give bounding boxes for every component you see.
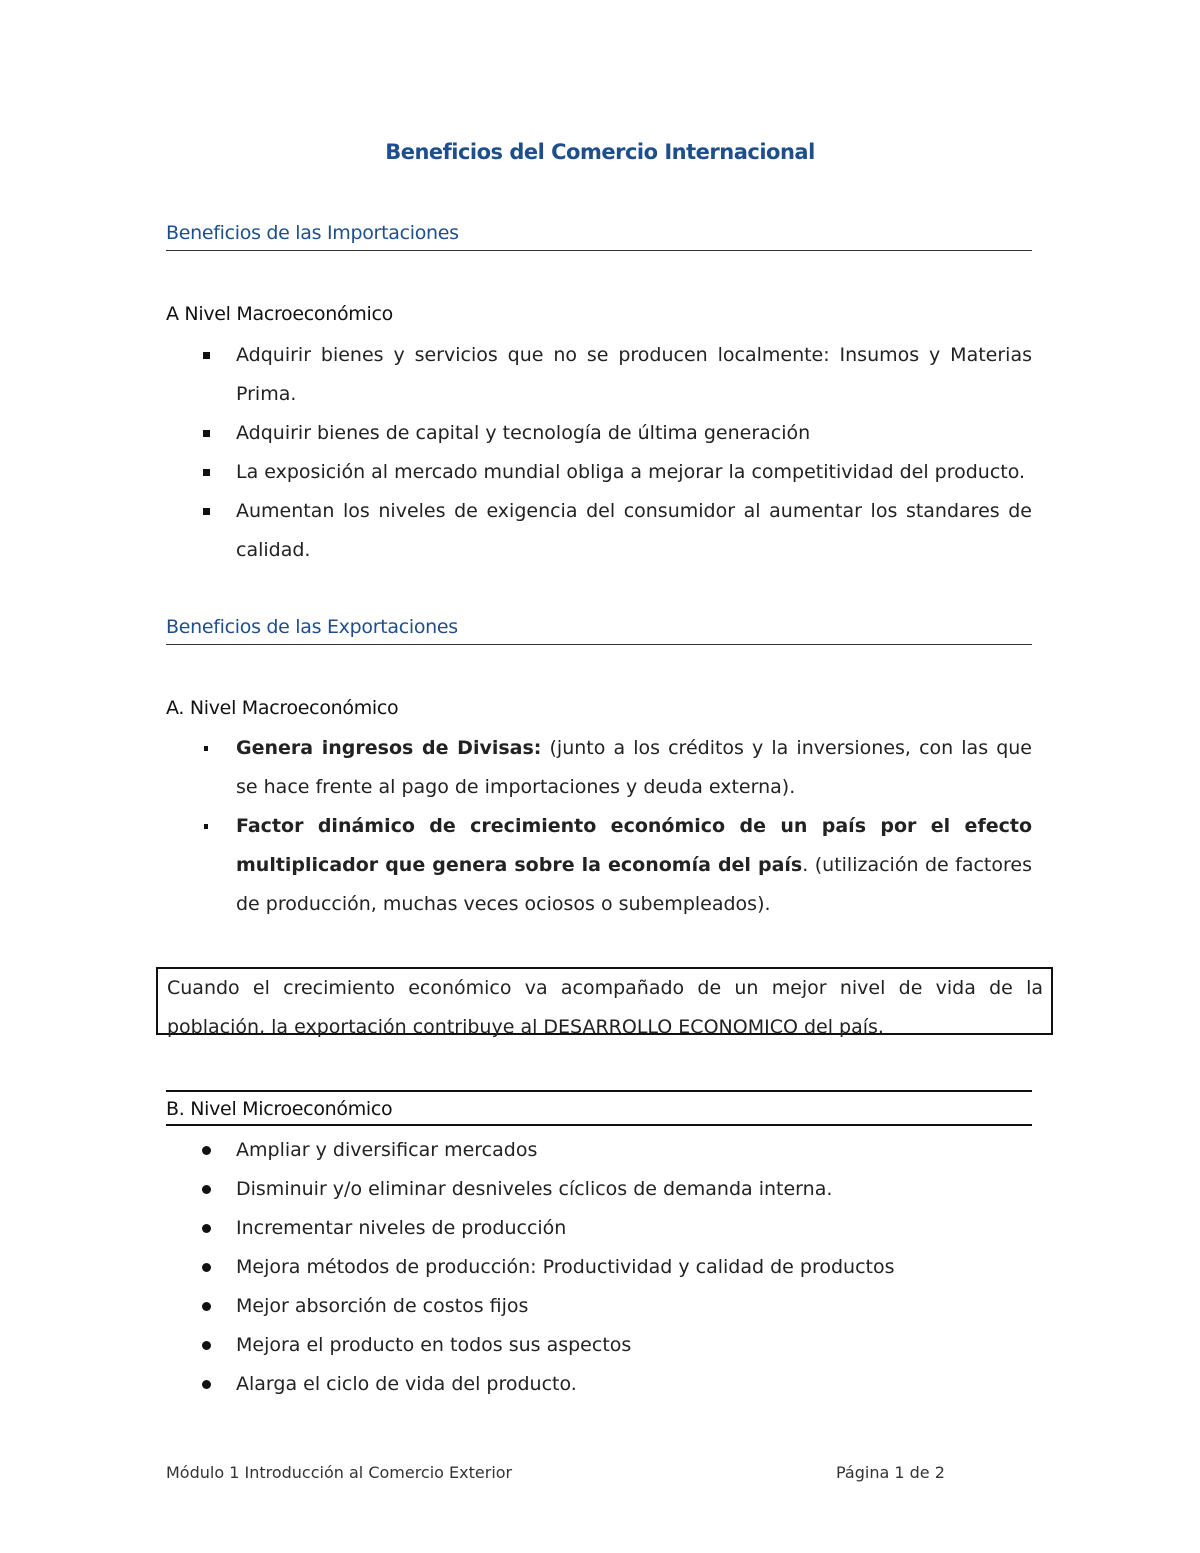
footer-page-number: Página 1 de 2 <box>836 1463 945 1482</box>
dot-bullet-icon <box>202 1263 211 1272</box>
list-item: Disminuir y/o eliminar desniveles cíclicos de demanda interna. <box>166 1170 1032 1209</box>
square-bullet-icon <box>204 824 208 829</box>
imports-heading: Beneficios de las Importaciones <box>166 222 1032 251</box>
dot-bullet-icon <box>202 1302 211 1311</box>
list-item: Incrementar niveles de producción <box>166 1209 1032 1248</box>
list-item: Aumentan los niveles de exigencia del consumidor al aumentar los standares de calidad. <box>166 492 1032 570</box>
square-bullet-icon <box>203 469 210 476</box>
dot-bullet-icon <box>202 1146 211 1155</box>
page-title: Beneficios del Comercio Internacional <box>385 140 815 164</box>
dot-bullet-icon <box>202 1341 211 1350</box>
list-item: Factor dinámico de crecimiento económico de un país por el efecto multiplicador que genera sobre la economía del país. (utilización de factores de producción, muchas veces ociosos o subempleados). <box>166 807 1032 924</box>
list-item: Adquirir bienes de capital y tecnología de última generación <box>166 414 1032 453</box>
square-bullet-icon <box>203 508 210 515</box>
exports-heading: Beneficios de las Exportaciones <box>166 616 1032 645</box>
exports-macro-heading: A. Nivel Macroeconómico <box>166 697 399 719</box>
list-item: Ampliar y diversificar mercados <box>166 1131 1032 1170</box>
exports-list <box>166 729 1032 924</box>
list-item: Genera ingresos de Divisas: (junto a los créditos y la inversiones, con las que se hace frente al pago de importaciones y deuda externa). <box>166 729 1032 807</box>
square-bullet-icon <box>203 352 210 359</box>
list-item: La exposición al mercado mundial obliga a mejorar la competitividad del producto. <box>166 453 1032 492</box>
imports-list <box>166 336 1032 570</box>
dot-bullet-icon <box>202 1224 211 1233</box>
footer-module-title: Módulo 1 Introducción al Comercio Exterior <box>166 1463 513 1482</box>
square-bullet-icon <box>203 430 210 437</box>
list-item: Mejora métodos de producción: Productividad y calidad de productos <box>166 1248 1032 1287</box>
list-item: Mejora el producto en todos sus aspectos <box>166 1326 1032 1365</box>
list-item: Alarga el ciclo de vida del producto. <box>166 1365 1032 1404</box>
list-item: Mejor absorción de costos fijos <box>166 1287 1032 1326</box>
imports-macro-heading: A Nivel Macroeconómico <box>166 303 393 325</box>
list-item: Adquirir bienes y servicios que no se producen localmente: Insumos y Materias Prima. <box>166 336 1032 414</box>
exports-micro-list <box>166 1131 1032 1404</box>
dot-bullet-icon <box>202 1185 211 1194</box>
callout-box: Cuando el crecimiento económico va acompañado de un mejor nivel de vida de la población, la exportación contribuye al DESARROLLO ECONOMICO del país. <box>156 967 1053 1035</box>
exports-micro-heading: B. Nivel Microeconómico <box>166 1090 1032 1126</box>
dot-bullet-icon <box>202 1380 211 1389</box>
square-bullet-icon <box>204 746 208 751</box>
